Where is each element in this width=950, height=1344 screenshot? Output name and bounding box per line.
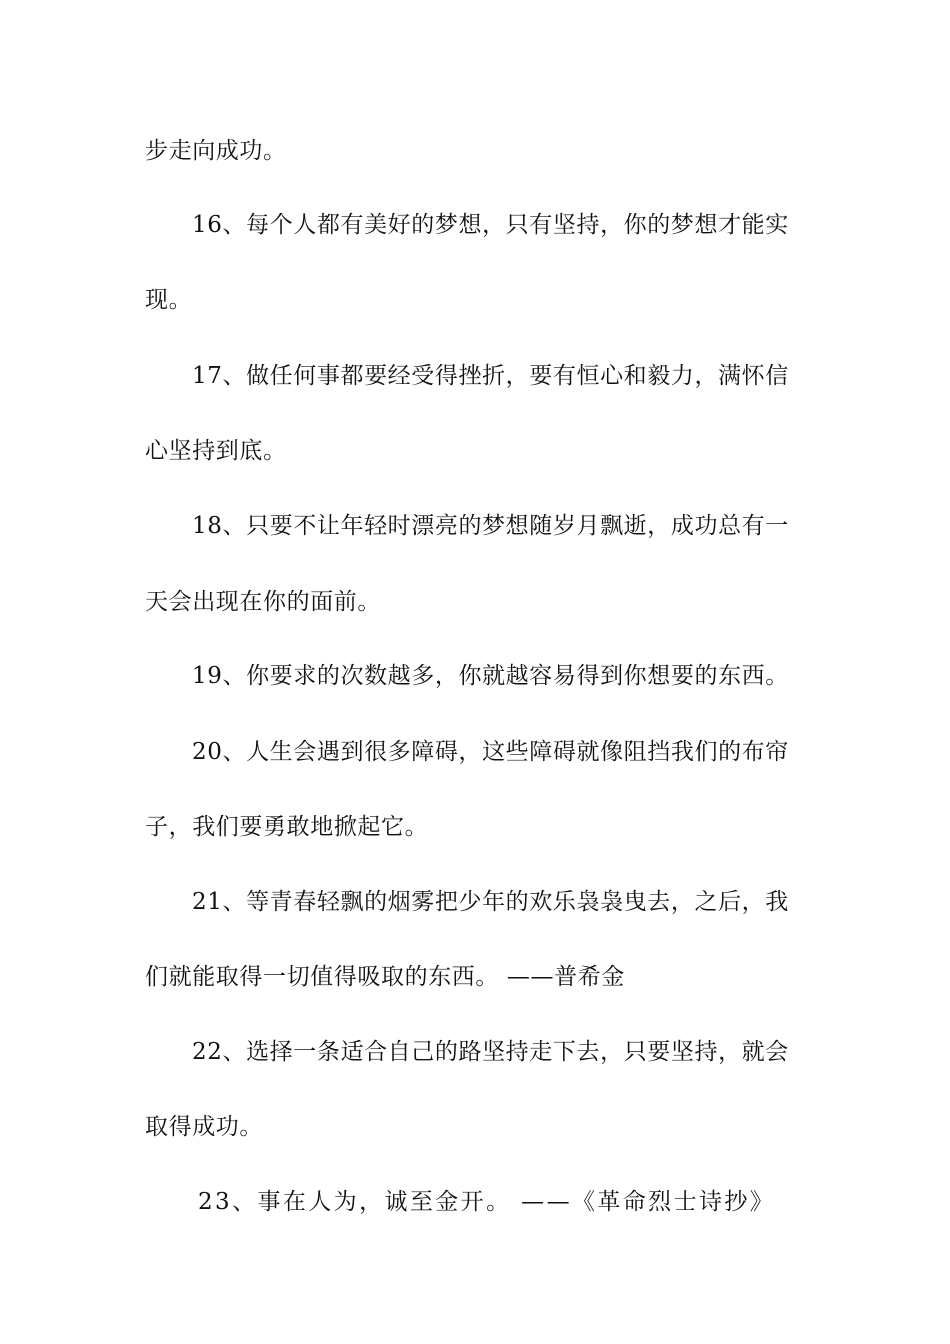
quote-19-line-1: 19、你要求的次数越多，你就越容易得到你想要的东西。 <box>192 663 789 689</box>
quote-18-line-2: 天会出现在你的面前。 <box>145 589 381 615</box>
quote-23-line-1: 23、事在人为，诚至金开。 ——《革命烈士诗抄》 <box>198 1189 776 1215</box>
quote-16-line-1: 16、每个人都有美好的梦想，只有坚持，你的梦想才能实 <box>192 212 789 238</box>
quote-18-line-1: 18、只要不让年轻时漂亮的梦想随岁月飘逝，成功总有一 <box>192 513 789 539</box>
quote-21-line-2: 们就能取得一切值得吸取的东西。 ——普希金 <box>145 964 625 990</box>
quote-17-line-1: 17、做任何事都要经受得挫折，要有恒心和毅力，满怀信 <box>192 363 789 389</box>
text-line: 步走向成功。 <box>145 138 287 164</box>
quote-22-line-2: 取得成功。 <box>145 1114 263 1140</box>
quote-21-line-1: 21、等青春轻飘的烟雾把少年的欢乐袅袅曳去，之后，我 <box>192 889 789 915</box>
quote-20-line-2: 子，我们要勇敢地掀起它。 <box>145 814 429 840</box>
quote-16-line-2: 现。 <box>145 287 193 313</box>
quote-22-line-1: 22、选择一条适合自己的路坚持走下去，只要坚持，就会 <box>192 1039 789 1065</box>
quote-17-line-2: 心坚持到底。 <box>145 438 287 464</box>
quote-20-line-1: 20、人生会遇到很多障碍，这些障碍就像阻挡我们的布帘 <box>192 739 789 765</box>
